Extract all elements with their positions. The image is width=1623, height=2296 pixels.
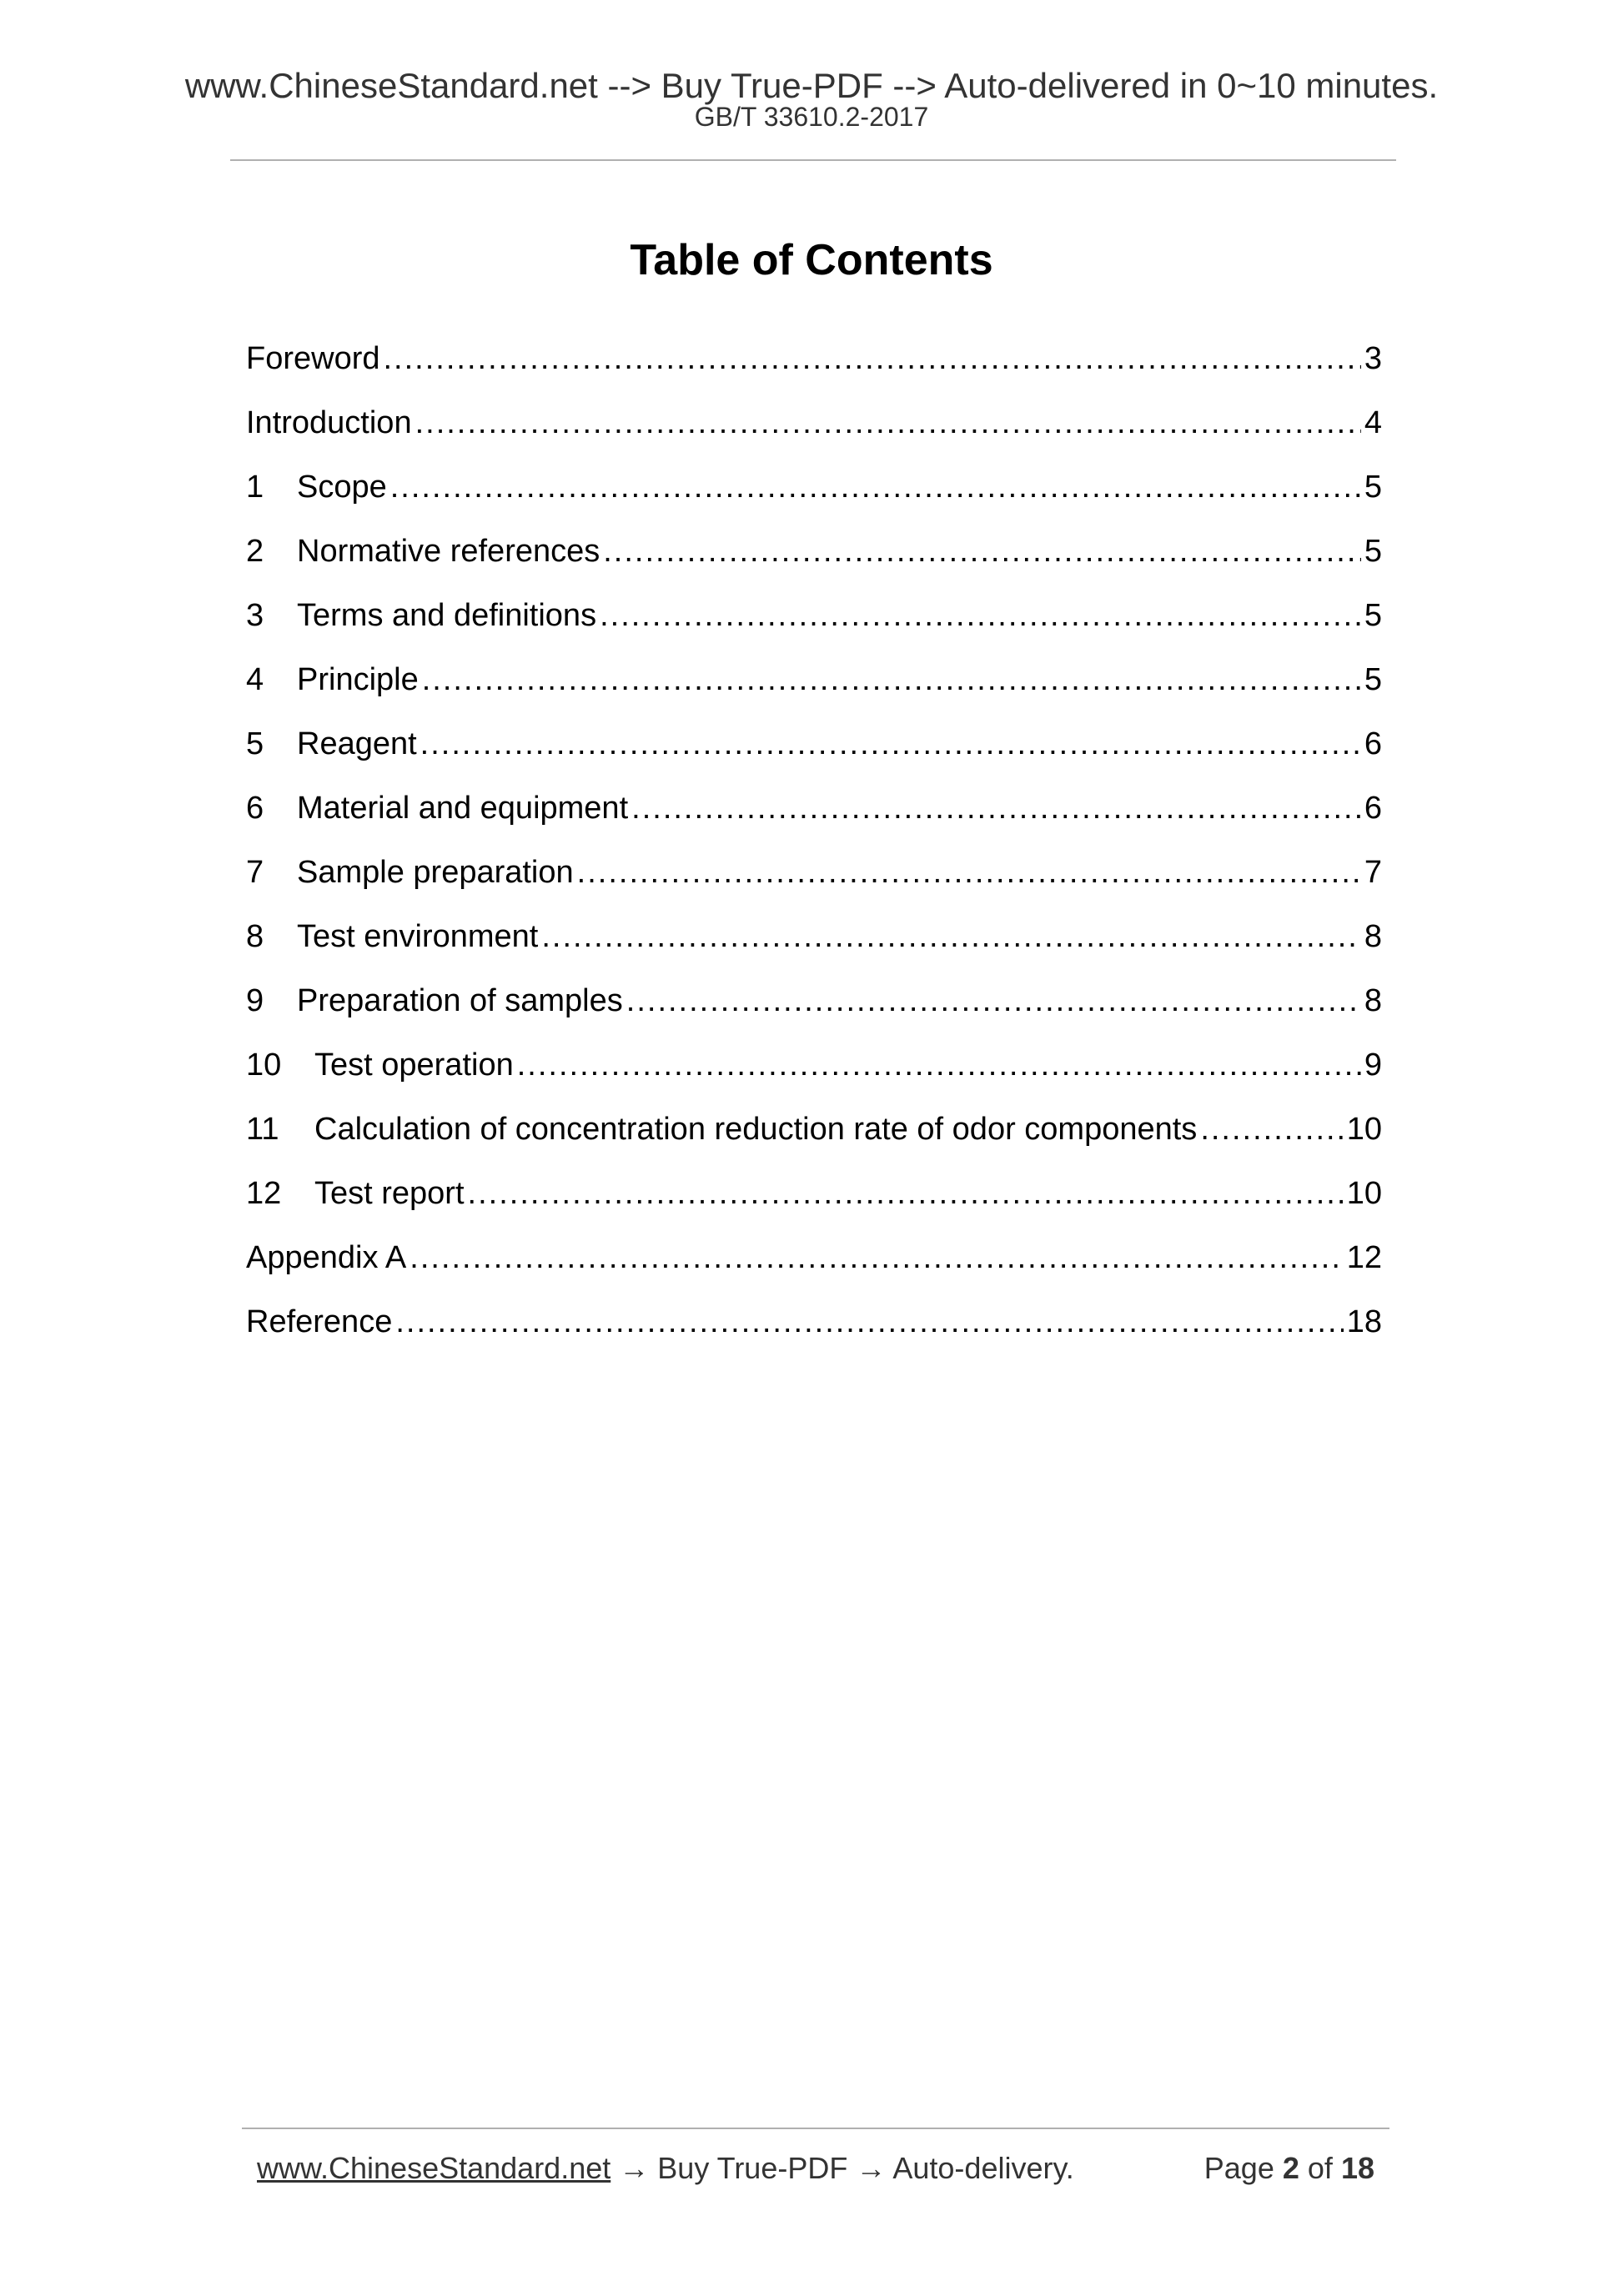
toc-entry-label: Material and equipment bbox=[297, 791, 629, 826]
toc-entry-label: Reference bbox=[246, 1304, 393, 1339]
toc-dot-leader bbox=[600, 590, 1361, 641]
toc-entry-scope[interactable] bbox=[246, 462, 1382, 526]
toc-dot-leader bbox=[390, 462, 1361, 512]
page-title: Table of Contents bbox=[630, 236, 993, 284]
toc-entry-page: 12 bbox=[1346, 1240, 1382, 1275]
toc-dot-leader bbox=[577, 847, 1361, 897]
toc-entry-page: 10 bbox=[1346, 1176, 1382, 1211]
toc-dot-leader bbox=[631, 783, 1361, 833]
toc-entry-sample-preparation[interactable] bbox=[246, 847, 1382, 912]
toc-entry-page: 10 bbox=[1346, 1112, 1382, 1147]
arrow-right-icon: → bbox=[856, 2151, 887, 2185]
toc-entry-page: 8 bbox=[1364, 919, 1382, 954]
toc-entry-label: Test report bbox=[314, 1176, 465, 1211]
toc-entry-reagent[interactable] bbox=[246, 719, 1382, 783]
toc-entry-page: 8 bbox=[1364, 983, 1382, 1018]
toc-dot-leader bbox=[626, 976, 1361, 1026]
toc-entry-terms-and-definitions[interactable] bbox=[246, 590, 1382, 655]
toc-entry-label: Test operation bbox=[314, 1048, 514, 1083]
toc-entry-number: 10 bbox=[246, 1048, 282, 1083]
toc-entry-label: Test environment bbox=[297, 919, 539, 954]
toc-entry-calculation[interactable] bbox=[246, 1104, 1382, 1168]
toc-entry-page: 3 bbox=[1364, 341, 1382, 376]
toc-entry-label: Normative references bbox=[297, 534, 600, 569]
toc-entry-appendix-a[interactable] bbox=[246, 1233, 1382, 1297]
toc-entry-test-operation[interactable] bbox=[246, 1040, 1382, 1104]
toc-entry-number: 5 bbox=[246, 726, 264, 761]
toc-entry-label: Principle bbox=[297, 662, 419, 697]
toc-dot-leader bbox=[395, 1297, 1343, 1347]
toc-entry-number: 7 bbox=[246, 855, 264, 890]
toc-entry-number: 4 bbox=[246, 662, 264, 697]
toc-dot-leader bbox=[410, 1233, 1343, 1283]
toc-entry-page: 6 bbox=[1364, 726, 1382, 761]
header-divider bbox=[230, 159, 1396, 161]
toc-dot-leader bbox=[517, 1040, 1361, 1090]
footer-left-group bbox=[257, 2150, 1074, 2187]
toc-entry-page: 18 bbox=[1346, 1304, 1382, 1339]
toc-entry-label: Foreword bbox=[246, 341, 380, 376]
page-number-prefix: Page bbox=[1203, 2151, 1274, 2185]
toc-entry-material-and-equipment[interactable] bbox=[246, 783, 1382, 847]
toc-entry-page: 5 bbox=[1364, 598, 1382, 633]
toc-entry-number: 6 bbox=[246, 791, 264, 826]
footer-divider bbox=[242, 2128, 1389, 2129]
toc-dot-leader bbox=[603, 526, 1361, 576]
toc-dot-leader bbox=[420, 719, 1361, 769]
toc-entry-page: 5 bbox=[1364, 534, 1382, 569]
table-of-contents bbox=[246, 334, 1382, 1361]
toc-entry-preparation-of-samples[interactable] bbox=[246, 976, 1382, 1040]
toc-entry-reference[interactable] bbox=[246, 1297, 1382, 1361]
toc-entry-label: Terms and definitions bbox=[297, 598, 597, 633]
toc-entry-label: Sample preparation bbox=[297, 855, 574, 890]
toc-entry-label: Scope bbox=[297, 470, 387, 505]
toc-entry-label: Calculation of concentration reduction rate of odor components bbox=[314, 1112, 1198, 1147]
toc-entry-principle[interactable] bbox=[246, 655, 1382, 719]
toc-entry-number: 2 bbox=[246, 534, 264, 569]
toc-dot-leader bbox=[541, 912, 1360, 962]
toc-entry-page: 5 bbox=[1364, 662, 1382, 697]
page-number-total: 18 bbox=[1340, 2151, 1374, 2185]
toc-entry-label: Appendix A bbox=[246, 1240, 407, 1275]
footer-site-link[interactable]: www.ChineseStandard.net bbox=[257, 2151, 611, 2185]
toc-entry-foreword[interactable] bbox=[246, 334, 1382, 398]
toc-entry-label: Preparation of samples bbox=[297, 983, 623, 1018]
toc-entry-page: 6 bbox=[1364, 791, 1382, 826]
toc-entry-label: Introduction bbox=[246, 405, 412, 440]
page-number bbox=[1204, 2150, 1374, 2187]
header-banner: www.ChineseStandard.net --> Buy True-PDF --> Auto-delivered in 0~10 minutes. bbox=[184, 66, 1439, 105]
toc-entry-number: 8 bbox=[246, 919, 264, 954]
footer-buy-text: Buy True-PDF bbox=[657, 2151, 848, 2185]
toc-entry-number: 3 bbox=[246, 598, 264, 633]
toc-entry-number: 9 bbox=[246, 983, 264, 1018]
toc-dot-leader bbox=[384, 334, 1361, 384]
toc-entry-page: 5 bbox=[1364, 470, 1382, 505]
toc-dot-leader bbox=[1200, 1104, 1343, 1154]
toc-dot-leader bbox=[422, 655, 1361, 705]
toc-dot-leader bbox=[415, 398, 1361, 448]
toc-entry-page: 4 bbox=[1364, 405, 1382, 440]
toc-dot-leader bbox=[468, 1168, 1344, 1218]
toc-entry-page: 9 bbox=[1364, 1048, 1382, 1083]
toc-entry-number: 1 bbox=[246, 470, 264, 505]
page-number-of: of bbox=[1307, 2151, 1333, 2185]
toc-entry-number: 11 bbox=[246, 1112, 279, 1147]
toc-entry-label: Reagent bbox=[297, 726, 417, 761]
arrow-right-icon: → bbox=[619, 2151, 650, 2185]
page-number-current: 2 bbox=[1282, 2151, 1299, 2185]
toc-entry-test-environment[interactable] bbox=[246, 912, 1382, 976]
footer-delivery-text: Auto-delivery. bbox=[892, 2151, 1074, 2185]
document-code: GB/T 33610.2-2017 bbox=[694, 102, 929, 132]
toc-entry-number: 12 bbox=[246, 1176, 282, 1211]
toc-entry-introduction[interactable] bbox=[246, 398, 1382, 462]
toc-entry-page: 7 bbox=[1364, 855, 1382, 890]
toc-entry-test-report[interactable] bbox=[246, 1168, 1382, 1233]
toc-entry-normative-references[interactable] bbox=[246, 526, 1382, 590]
